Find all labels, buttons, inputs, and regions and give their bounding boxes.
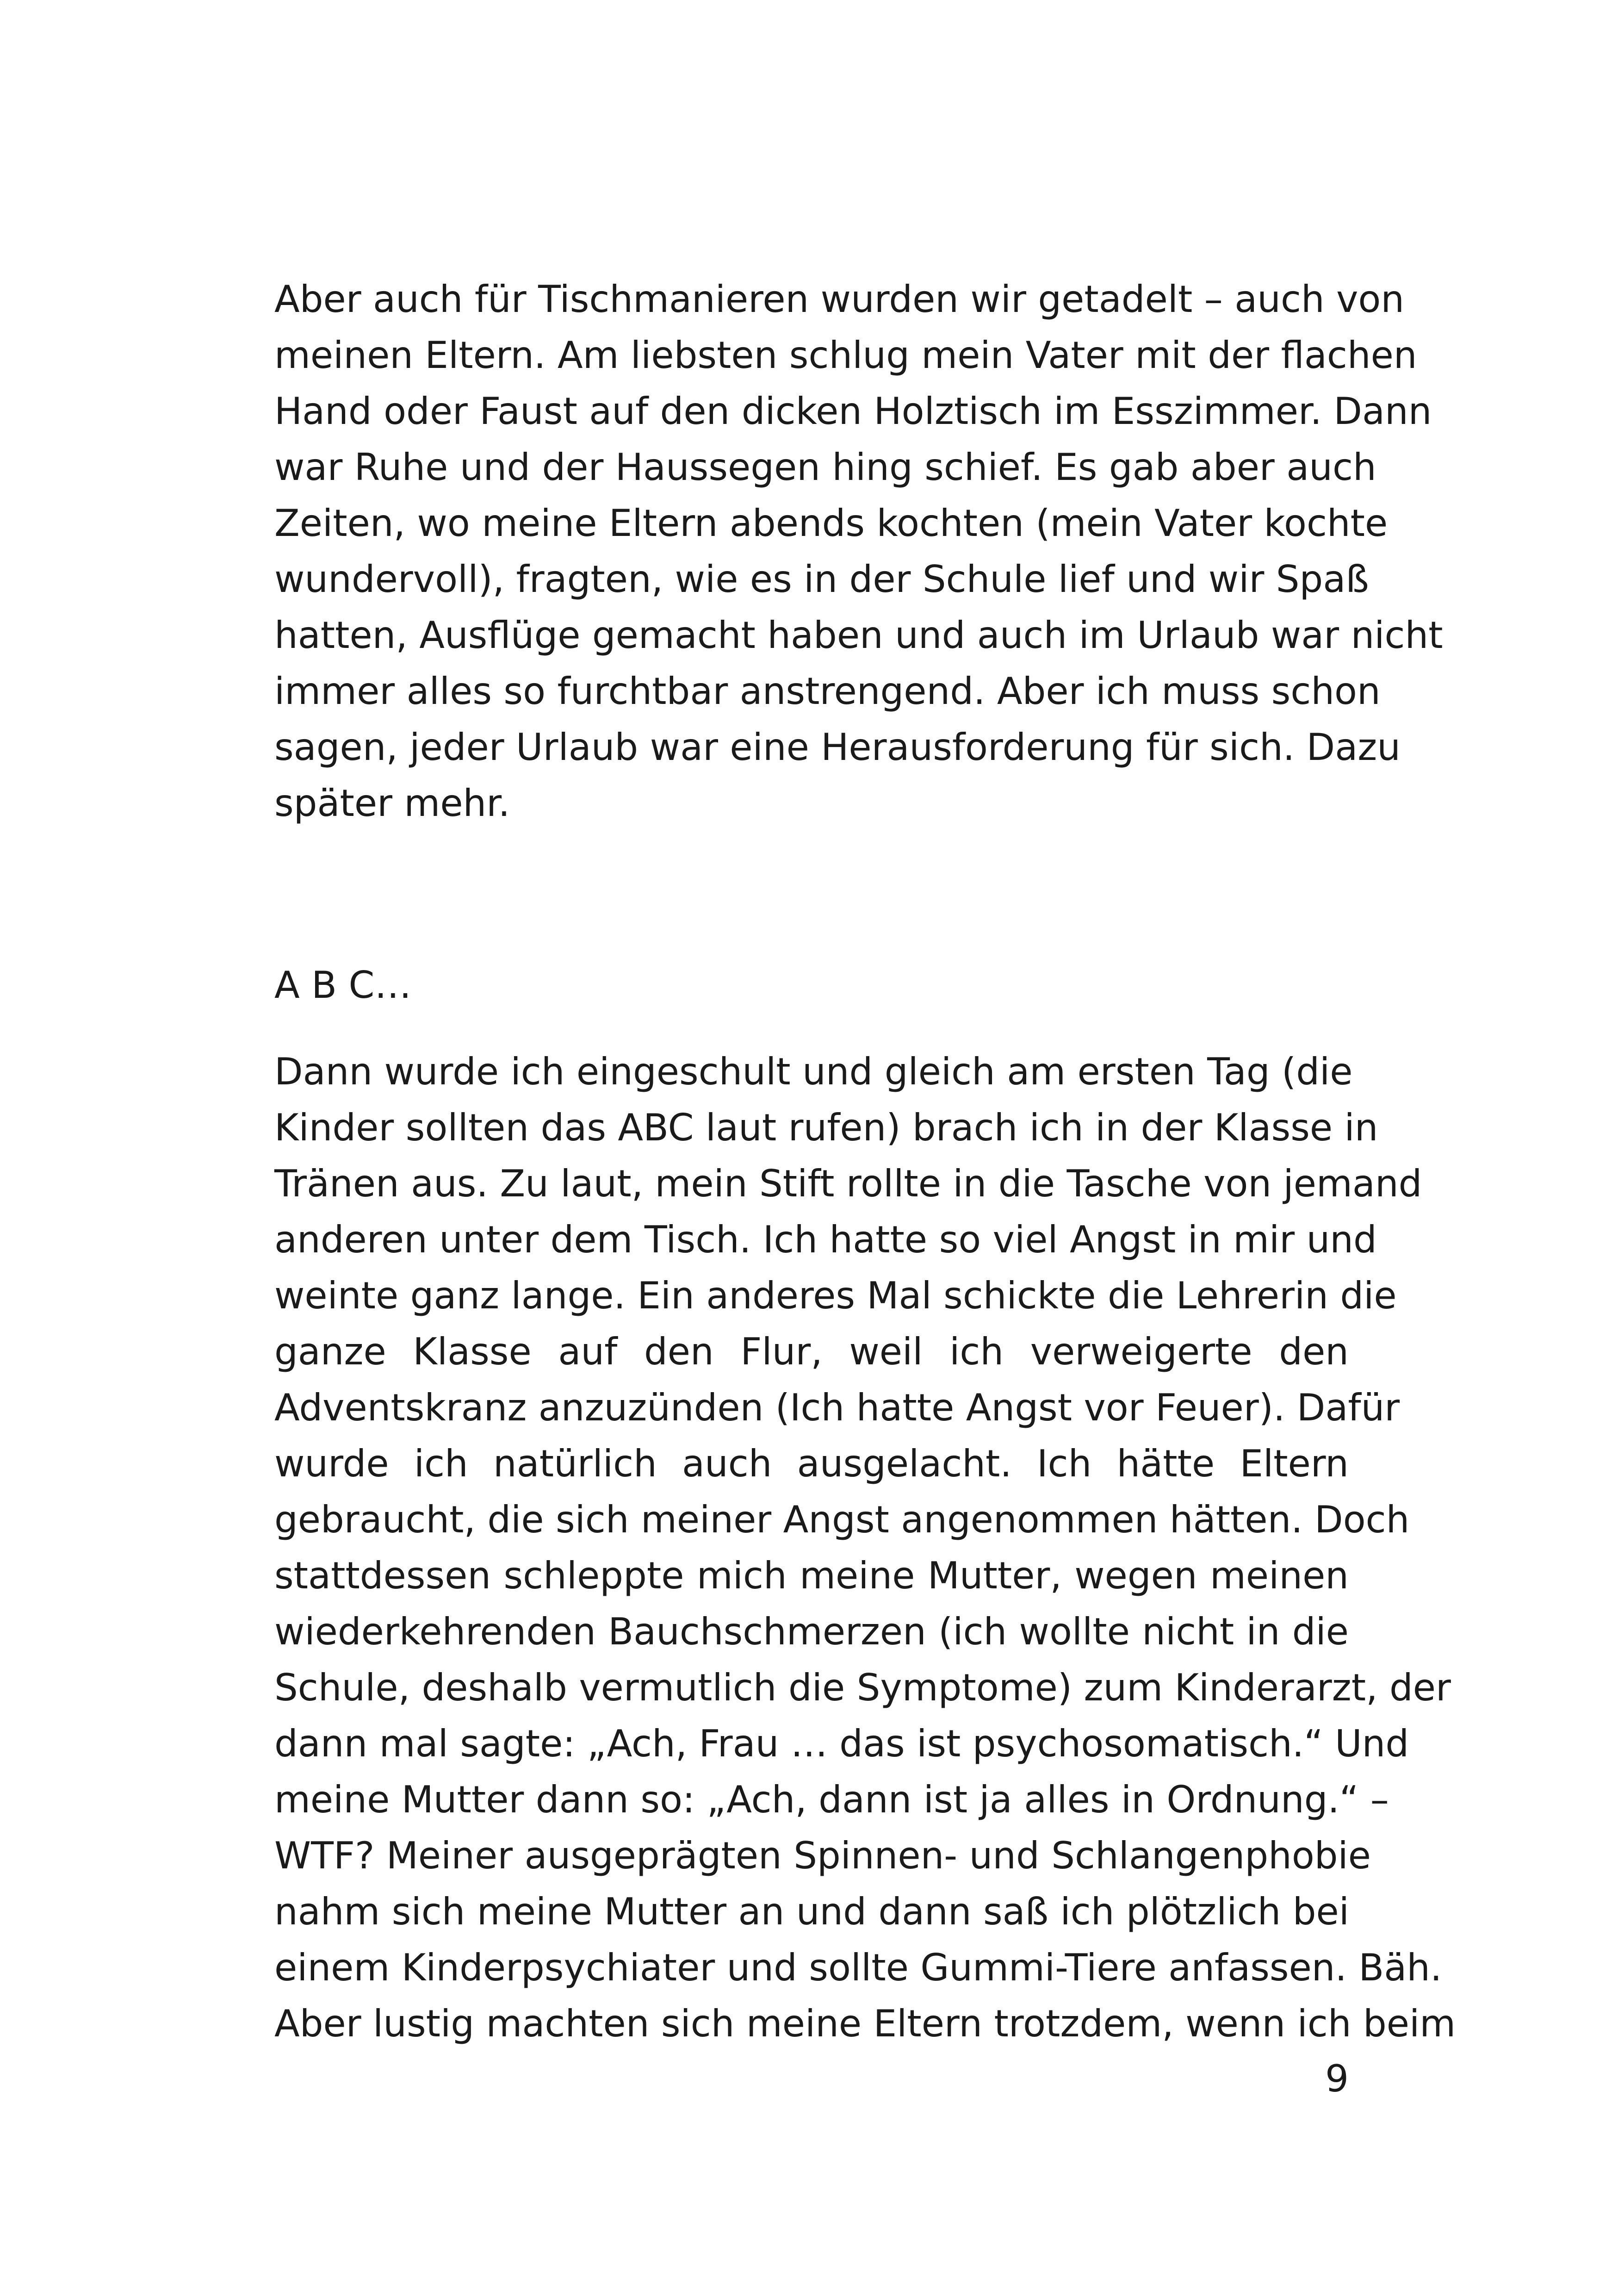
text-line: wurde ich natürlich auch ausgelacht. Ich hätte Eltern — [274, 1442, 1349, 1485]
text-line: stattdessen schleppte mich meine Mutter, wegen meinen — [274, 1554, 1349, 1597]
text-line: gebraucht, die sich meiner Angst angenommen hätten. Doch — [274, 1498, 1410, 1541]
text-line: hatten, Ausflüge gemacht haben und auch im Urlaub war nicht — [274, 614, 1443, 657]
text-line: WTF? Meiner ausgeprägten Spinnen- und Schlangenphobie — [274, 1834, 1371, 1877]
text-line: Schule, deshalb vermutlich die Symptome) zum Kinderarzt, der — [274, 1666, 1451, 1709]
text-line: Zeiten, wo meine Eltern abends kochten (mein Vater kochte — [274, 502, 1388, 545]
section-heading: A B C… — [274, 964, 412, 1007]
text-line: Adventskranz anzuzünden (Ich hatte Angst vor Feuer). Dafür — [274, 1386, 1400, 1429]
text-line: wiederkehrenden Bauchschmerzen (ich wollte nicht in die — [274, 1610, 1349, 1653]
page-number: 9 — [1325, 2057, 1349, 2100]
text-line: später mehr. — [274, 782, 510, 825]
text-line: einem Kinderpsychiater und sollte Gummi-Tiere anfassen. Bäh. — [274, 1946, 1442, 1989]
text-line: meine Mutter dann so: „Ach, dann ist ja alles in Ordnung.“ – — [274, 1778, 1389, 1821]
text-line: Aber lustig machten sich meine Eltern trotzdem, wenn ich beim — [274, 2002, 1456, 2045]
text-line: weinte ganz lange. Ein anderes Mal schickte die Lehrerin die — [274, 1274, 1397, 1317]
text-line: immer alles so furchtbar anstrengend. Aber ich muss schon — [274, 670, 1381, 713]
text-line: Kinder sollten das ABC laut rufen) brach ich in der Klasse in — [274, 1106, 1378, 1149]
paragraph-table-manners — [274, 271, 1443, 831]
text-line: Tränen aus. Zu laut, mein Stift rollte in die Tasche von jemand — [274, 1162, 1422, 1205]
text-line: ganze Klasse auf den Flur, weil ich verweigerte den — [274, 1330, 1349, 1373]
text-line: meinen Eltern. Am liebsten schlug mein Vater mit der flachen — [274, 334, 1417, 377]
text-line: anderen unter dem Tisch. Ich hatte so viel Angst in mir und — [274, 1218, 1377, 1261]
text-line: war Ruhe und der Haussegen hing schief. Es gab aber auch — [274, 446, 1376, 489]
text-line: Hand oder Faust auf den dicken Holztisch im Esszimmer. Dann — [274, 390, 1432, 433]
paragraph-school-start — [274, 1044, 1456, 2052]
text-line: dann mal sagte: „Ach, Frau … das ist psychosomatisch.“ Und — [274, 1722, 1409, 1765]
text-line: nahm sich meine Mutter an und dann saß ich plötzlich bei — [274, 1890, 1349, 1933]
text-line: Aber auch für Tischmanieren wurden wir getadelt – auch von — [274, 278, 1405, 321]
text-line: sagen, jeder Urlaub war eine Herausforderung für sich. Dazu — [274, 726, 1401, 769]
text-line: Dann wurde ich eingeschult und gleich am ersten Tag (die — [274, 1050, 1353, 1093]
text-line: wundervoll), fragten, wie es in der Schule lief und wir Spaß — [274, 558, 1369, 601]
